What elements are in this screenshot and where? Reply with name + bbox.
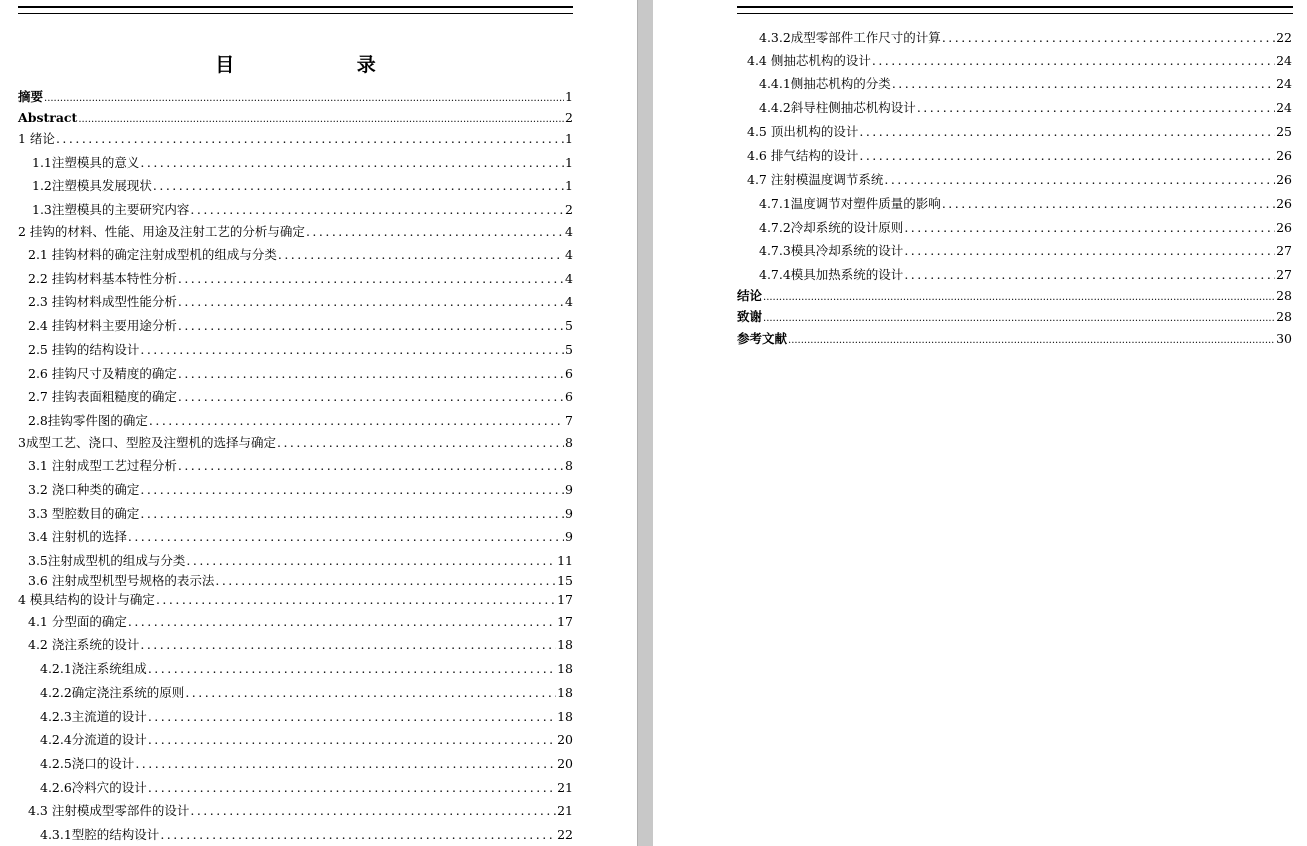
toc-entry-label: 4.6 排气结构的设计	[747, 148, 859, 163]
toc-entry-page-number: 15	[557, 573, 573, 588]
toc-entry[interactable]	[40, 827, 573, 843]
toc-leader-dots	[917, 100, 1275, 116]
toc-entry-label: 4.4 侧抽芯机构的设计	[747, 53, 871, 68]
toc-leader-dots	[872, 53, 1275, 69]
toc-entry[interactable]	[737, 288, 1292, 306]
toc-entry-label: 参考文献	[737, 331, 788, 346]
toc-leader-dots	[942, 196, 1275, 212]
toc-entry[interactable]	[28, 506, 573, 522]
toc-entry[interactable]	[759, 267, 1292, 283]
toc-entry-page-number: 22	[557, 827, 573, 842]
toc-entry-page-number: 1	[565, 155, 573, 170]
toc-leader-dots	[892, 76, 1275, 92]
toc-entry[interactable]	[18, 110, 573, 128]
toc-entry[interactable]	[28, 553, 573, 569]
header-rule	[737, 6, 1293, 14]
toc-entry-page-number: 28	[1276, 309, 1292, 324]
toc-leader-dots	[788, 333, 1275, 349]
toc-entry[interactable]	[28, 614, 573, 630]
toc-entry-page-number: 17	[557, 592, 573, 607]
toc-entry[interactable]	[18, 131, 573, 147]
toc-entry-label: 4.2.1浇注系统组成	[40, 661, 147, 676]
toc-entry-page-number: 2	[565, 202, 573, 217]
toc-entry-label: 结论	[737, 288, 763, 303]
toc-entry-page-number: 26	[1276, 148, 1292, 163]
toc-leader-dots	[135, 756, 556, 772]
toc-leader-dots	[140, 637, 556, 653]
toc-entry-label: 2.5 挂钩的结构设计	[28, 342, 140, 357]
toc-entry-page-number: 4	[565, 224, 573, 239]
toc-leader-dots	[942, 30, 1275, 46]
document-page-right	[653, 0, 1307, 846]
toc-entry-label: 4.7 注射模温度调节系统	[747, 172, 884, 187]
toc-entry[interactable]	[32, 155, 573, 171]
toc-entry-label: 1.3注塑模具的主要研究内容	[32, 202, 190, 217]
toc-entry-page-number: 7	[565, 413, 573, 428]
toc-entry-page-number: 1	[565, 89, 573, 104]
toc-entry[interactable]	[747, 172, 1292, 188]
toc-entry-page-number: 24	[1276, 100, 1292, 115]
toc-entry-page-number: 4	[565, 294, 573, 309]
toc-leader-dots	[859, 124, 1275, 140]
toc-entry[interactable]	[747, 124, 1292, 140]
toc-entry-label: 致谢	[737, 309, 763, 324]
toc-leader-dots	[185, 685, 556, 701]
toc-entry[interactable]	[28, 803, 573, 819]
toc-entry-label: 3.4 注射机的选择	[28, 529, 127, 544]
toc-entry-page-number: 21	[557, 803, 573, 818]
toc-entry-label: 4.1 分型面的确定	[28, 614, 127, 629]
toc-entry-page-number: 1	[565, 178, 573, 193]
toc-leader-dots	[153, 178, 564, 194]
toc-entry[interactable]	[747, 53, 1292, 69]
toc-entry-label: 3成型工艺、浇口、型腔及注塑机的选择与确定	[18, 435, 276, 450]
toc-entry[interactable]	[28, 271, 573, 287]
toc-leader-dots	[56, 131, 564, 147]
toc-entry-page-number: 18	[557, 661, 573, 676]
toc-entry[interactable]	[28, 318, 573, 334]
toc-entry-label: 4.2.2确定浇注系统的原则	[40, 685, 185, 700]
toc-leader-dots	[78, 112, 564, 128]
toc-leader-dots	[149, 413, 564, 429]
toc-leader-dots	[178, 389, 564, 405]
toc-entry[interactable]	[32, 202, 573, 218]
toc-leader-dots	[215, 573, 556, 589]
toc-entry-label: 4.3.1型腔的结构设计	[40, 827, 160, 842]
toc-leader-dots	[904, 243, 1275, 259]
toc-title: 目 录	[215, 54, 434, 76]
toc-entry-label: 4.4.1侧抽芯机构的分类	[759, 76, 891, 91]
toc-leader-dots	[904, 220, 1275, 236]
toc-entry-label: 4.2 浇注系统的设计	[28, 637, 140, 652]
toc-entry-label: 2.6 挂钩尺寸及精度的确定	[28, 366, 177, 381]
toc-entry[interactable]	[759, 30, 1292, 46]
toc-entry[interactable]	[759, 243, 1292, 259]
toc-entry[interactable]	[32, 178, 573, 194]
toc-leader-dots	[904, 267, 1275, 283]
toc-entry-page-number: 26	[1276, 220, 1292, 235]
toc-entry[interactable]	[28, 294, 573, 310]
toc-entry-page-number: 22	[1276, 30, 1292, 45]
toc-entry-label: 3.1 注射成型工艺过程分析	[28, 458, 177, 473]
toc-entry-page-number: 9	[565, 482, 573, 497]
toc-entry-label: 2 挂钩的材料、性能、用途及注射工艺的分析与确定	[18, 224, 305, 239]
toc-leader-dots	[859, 148, 1275, 164]
toc-entry-label: 4.3 注射模成型零部件的设计	[28, 803, 190, 818]
toc-entry-label: 4.7.2冷却系统的设计原则	[759, 220, 904, 235]
toc-entry-label: 1 绪论	[18, 131, 55, 146]
toc-entry-label: 2.2 挂钩材料基本特性分析	[28, 271, 177, 286]
toc-entry[interactable]	[40, 732, 573, 748]
toc-entry-page-number: 26	[1276, 196, 1292, 211]
toc-entry-label: 摘要	[18, 89, 44, 104]
toc-leader-dots	[190, 803, 556, 819]
toc-entry-page-number: 25	[1276, 124, 1292, 139]
toc-leader-dots	[186, 553, 556, 569]
toc-entry-label: 3.5注射成型机的组成与分类	[28, 553, 186, 568]
toc-leader-dots	[178, 271, 564, 287]
toc-entry-label: 4.3.2成型零部件工作尺寸的计算	[759, 30, 941, 45]
toc-leader-dots	[128, 529, 564, 545]
toc-entry-label: 4.7.4模具加热系统的设计	[759, 267, 904, 282]
toc-entry[interactable]	[40, 661, 573, 677]
toc-entry-page-number: 20	[557, 732, 573, 747]
toc-entry[interactable]	[759, 100, 1292, 116]
toc-entry-page-number: 6	[565, 366, 573, 381]
toc-entry[interactable]	[28, 366, 573, 382]
toc-entry-label: 4.2.4分流道的设计	[40, 732, 147, 747]
toc-leader-dots	[160, 827, 556, 843]
toc-entry[interactable]	[18, 89, 573, 107]
toc-entry[interactable]	[18, 224, 573, 240]
toc-entry-label: 3.6 注射成型机型号规格的表示法	[28, 573, 215, 588]
toc-leader-dots	[190, 202, 564, 218]
toc-leader-dots	[178, 294, 564, 310]
toc-leader-dots	[763, 290, 1275, 306]
toc-entry[interactable]	[28, 573, 573, 589]
toc-entry-page-number: 2	[565, 110, 573, 125]
toc-entry-page-number: 18	[557, 709, 573, 724]
toc-entry-label: 4.2.3主流道的设计	[40, 709, 147, 724]
toc-leader-dots	[178, 366, 564, 382]
toc-entry-label: 4.5 顶出机构的设计	[747, 124, 859, 139]
toc-entry[interactable]	[747, 148, 1292, 164]
toc-entry-label: 4.2.6冷料穴的设计	[40, 780, 147, 795]
toc-entry-page-number: 1	[565, 131, 573, 146]
toc-entry-page-number: 9	[565, 506, 573, 521]
toc-entry-page-number: 27	[1276, 243, 1292, 258]
toc-entry[interactable]	[40, 780, 573, 796]
toc-entry-label: 4.7.1温度调节对塑件质量的影响	[759, 196, 941, 211]
toc-entry-page-number: 26	[1276, 172, 1292, 187]
toc-entry[interactable]	[40, 756, 573, 772]
toc-entry-label: 2.7 挂钩表面粗糙度的确定	[28, 389, 177, 404]
toc-entry-label: 2.3 挂钩材料成型性能分析	[28, 294, 177, 309]
toc-entry-page-number: 8	[565, 458, 573, 473]
toc-entry-page-number: 30	[1276, 331, 1292, 346]
toc-entry-label: 2.8挂钩零件图的确定	[28, 413, 148, 428]
toc-entry-label: 4.2.5浇口的设计	[40, 756, 135, 771]
toc-entry-label: 1.2注塑模具发展现状	[32, 178, 152, 193]
toc-entry-page-number: 21	[557, 780, 573, 795]
toc-entry-page-number: 11	[557, 553, 573, 568]
toc-entry[interactable]	[40, 709, 573, 725]
toc-leader-dots	[278, 247, 564, 263]
toc-entry[interactable]	[28, 458, 573, 474]
toc-entry-page-number: 18	[557, 637, 573, 652]
toc-entry-label: 4 模具结构的设计与确定	[18, 592, 155, 607]
toc-entry-page-number: 6	[565, 389, 573, 404]
toc-leader-dots	[884, 172, 1275, 188]
toc-entry-label: Abstract	[18, 110, 78, 125]
toc-leader-dots	[148, 732, 556, 748]
toc-leader-dots	[140, 155, 564, 171]
toc-entry-label: 1.1注塑模具的意义	[32, 155, 140, 170]
toc-leader-dots	[140, 506, 564, 522]
toc-entry[interactable]	[28, 342, 573, 358]
document-page-left	[0, 0, 637, 846]
toc-leader-dots	[148, 661, 556, 677]
toc-entry[interactable]	[737, 331, 1292, 349]
toc-entry-page-number: 5	[565, 342, 573, 357]
toc-entry-page-number: 27	[1276, 267, 1292, 282]
toc-entry-label: 2.4 挂钩材料主要用途分析	[28, 318, 177, 333]
toc-entry[interactable]	[28, 529, 573, 545]
toc-entry-page-number: 20	[557, 756, 573, 771]
toc-entry[interactable]	[40, 685, 573, 701]
toc-leader-dots	[763, 311, 1275, 327]
toc-leader-dots	[306, 224, 564, 240]
toc-entry[interactable]	[737, 309, 1292, 327]
toc-entry-label: 4.4.2斜导柱侧抽芯机构设计	[759, 100, 916, 115]
toc-leader-dots	[156, 592, 556, 608]
toc-leader-dots	[140, 342, 564, 358]
header-rule	[18, 6, 573, 14]
toc-entry-page-number: 4	[565, 271, 573, 286]
toc-leader-dots	[44, 91, 564, 107]
toc-entry[interactable]	[18, 435, 573, 451]
toc-entry-page-number: 8	[565, 435, 573, 450]
toc-entry-page-number: 18	[557, 685, 573, 700]
toc-entry-label: 3.3 型腔数目的确定	[28, 506, 140, 521]
toc-entry[interactable]	[759, 76, 1292, 92]
toc-entry-page-number: 17	[557, 614, 573, 629]
toc-entry-page-number: 5	[565, 318, 573, 333]
toc-entry[interactable]	[28, 482, 573, 498]
toc-entry-label: 4.7.3模具冷却系统的设计	[759, 243, 904, 258]
toc-entry[interactable]	[28, 413, 573, 429]
toc-entry-label: 2.1 挂钩材料的确定注射成型机的组成与分类	[28, 247, 277, 262]
toc-entry-page-number: 24	[1276, 53, 1292, 68]
toc-leader-dots	[140, 482, 564, 498]
toc-entry[interactable]	[759, 196, 1292, 212]
toc-leader-dots	[277, 435, 564, 451]
toc-entry-page-number: 24	[1276, 76, 1292, 91]
toc-entry-page-number: 4	[565, 247, 573, 262]
toc-leader-dots	[148, 709, 556, 725]
toc-entry[interactable]	[18, 592, 573, 608]
toc-leader-dots	[178, 458, 564, 474]
toc-entry-label: 3.2 浇口种类的确定	[28, 482, 140, 497]
toc-entry[interactable]	[28, 637, 573, 653]
toc-entry-page-number: 9	[565, 529, 573, 544]
toc-leader-dots	[148, 780, 556, 796]
toc-entry[interactable]	[759, 220, 1292, 236]
toc-leader-dots	[178, 318, 564, 334]
toc-entry[interactable]	[28, 247, 573, 263]
toc-leader-dots	[128, 614, 556, 630]
toc-entry[interactable]	[28, 389, 573, 405]
toc-entry-page-number: 28	[1276, 288, 1292, 303]
